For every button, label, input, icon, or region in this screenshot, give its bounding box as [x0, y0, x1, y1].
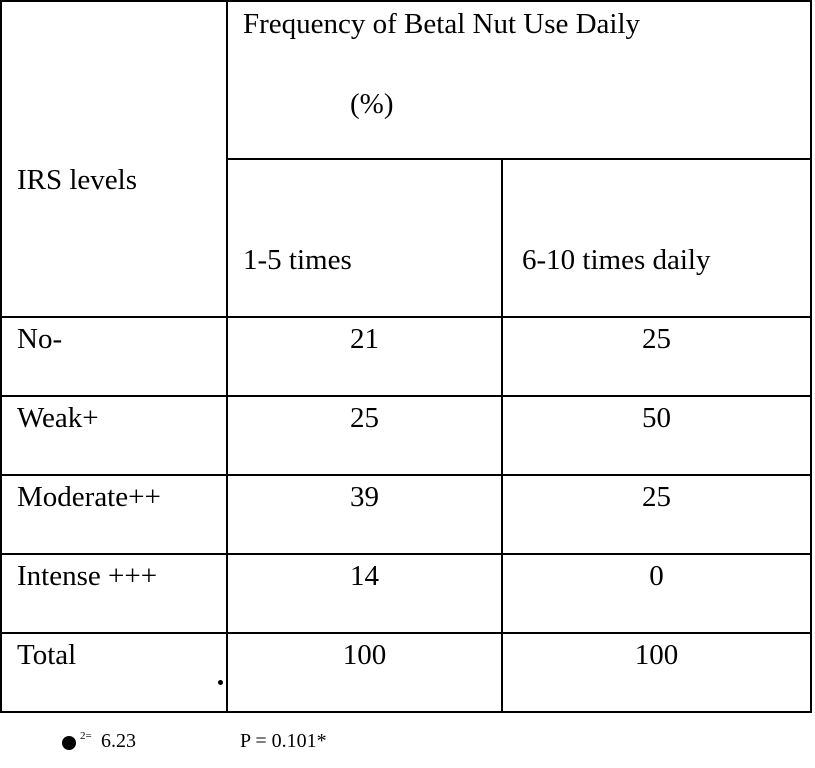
row-label: Total	[17, 639, 77, 671]
column-divider-2	[501, 158, 503, 713]
row-label: Intense +++	[17, 560, 158, 592]
table-cell: 100	[634, 639, 679, 671]
row-line-3	[0, 553, 812, 555]
table-border-bottom	[0, 711, 812, 713]
table-cell: 25	[642, 323, 671, 355]
row-line-1	[0, 395, 812, 397]
group-title-line1: Frequency of Betal Nut Use Daily	[243, 8, 641, 40]
header-bottom-line	[0, 316, 812, 318]
group-title-line2: (%)	[350, 88, 394, 120]
table-cell: 100	[342, 639, 387, 671]
row-line-2	[0, 474, 812, 476]
row-label: Moderate++	[17, 481, 161, 513]
table-cell: 14	[350, 560, 379, 592]
column-header-1: 1-5 times	[243, 244, 352, 276]
table-cell: 50	[642, 402, 671, 434]
table-border-right	[810, 0, 812, 713]
table-border-top	[0, 0, 812, 2]
table-cell: 25	[642, 481, 671, 513]
table-cell: 25	[350, 402, 379, 434]
row-line-4	[0, 632, 812, 634]
chi-symbol-dot	[62, 736, 76, 750]
table-border-left	[0, 0, 2, 713]
table-cell: 21	[350, 323, 379, 355]
chi-superscript: 2=	[80, 730, 92, 742]
column-divider-1	[226, 0, 228, 713]
table-cell: 0	[649, 560, 664, 592]
row-label: No-	[17, 323, 63, 355]
header-group-divider	[226, 158, 812, 160]
column-header-2: 6-10 times daily	[522, 244, 711, 276]
table-cell: 39	[350, 481, 379, 513]
p-value: P = 0.101*	[240, 730, 327, 752]
chi-value: 6.23	[101, 730, 136, 752]
row-label-header: IRS levels	[17, 164, 138, 196]
row-label: Weak+	[17, 402, 99, 434]
stray-dot	[218, 680, 223, 685]
